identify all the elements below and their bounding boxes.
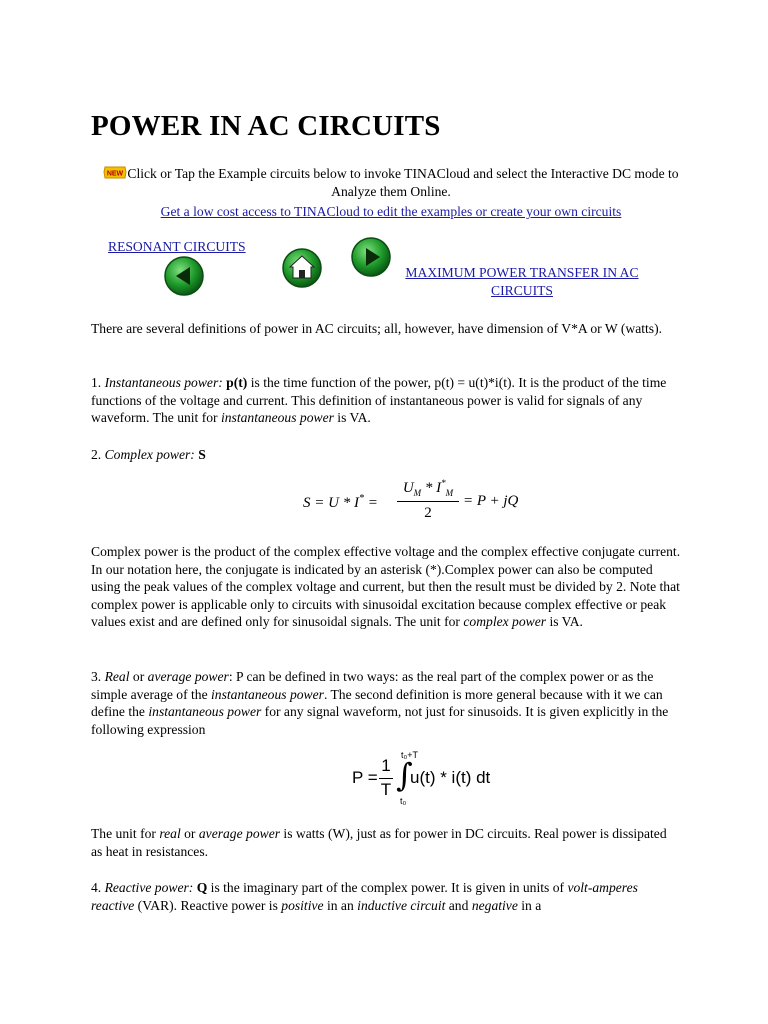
eq-numerator: $U_M * I^*_M$ — [402, 478, 454, 498]
symbol: S — [194, 447, 206, 462]
section-number: 3. — [91, 669, 105, 684]
section-number: 1. — [91, 375, 105, 390]
eq-denominator: 2 — [424, 505, 432, 521]
text: is the time function of the power, p(t) = u(t)*i(t). It is the product of the time functions of the voltage and current. This definition of instantaneous power is valid for signals of any waveform. The unit for — [91, 375, 667, 425]
term: volt-amperes reactive — [91, 880, 638, 913]
complex-power-paragraph — [91, 543, 681, 631]
text: is VA. — [333, 410, 371, 425]
text: (VAR). Reactive power is — [134, 897, 282, 913]
new-badge-text: NEW — [107, 170, 124, 178]
right-arrow-icon[interactable] — [350, 236, 392, 278]
integral-sign-icon: ∫ — [396, 756, 413, 794]
prev-page-label — [108, 238, 246, 256]
text: or — [129, 669, 148, 684]
eq-lhs: S = U * I* = — [303, 493, 378, 511]
eq-rhs: = P + jQ — [463, 493, 519, 509]
term: positive — [281, 897, 324, 913]
next-page-link[interactable]: MAXIMUM POWER TRANSFER IN AC CIRCUITS — [405, 265, 639, 298]
section-3 — [91, 668, 681, 738]
term: Instantaneous power: — [104, 375, 223, 390]
text: is watts (W), just as for power in DC circuits. Real power is dissipated as heat in resistances. — [91, 826, 667, 859]
tinacloud-access-link[interactable]: Get a low cost access to TINACloud to edit the examples or create your own circuits — [160, 204, 622, 219]
eq-fraction-bar — [397, 501, 459, 502]
term: average power — [198, 826, 281, 841]
eq2-integrand: u(t) * i(t) dt — [410, 768, 491, 787]
term: Reactive power: — [104, 880, 194, 895]
left-arrow-icon[interactable] — [163, 255, 205, 297]
new-badge-icon — [103, 166, 127, 179]
text: in a — [517, 897, 542, 913]
eq2-lower-limit: t₀ — [400, 796, 407, 806]
unit-paragraph — [91, 825, 681, 860]
eq2-frac-bar — [379, 778, 393, 779]
section-2 — [91, 446, 681, 464]
text: in an — [323, 897, 358, 913]
next-page-label — [392, 264, 652, 299]
section-1 — [91, 374, 681, 427]
term: instantaneous power — [148, 704, 262, 719]
section-number: 4. — [91, 880, 105, 895]
symbol: Q — [193, 880, 208, 895]
eq2-frac-num: 1 — [381, 756, 391, 775]
term: instantaneous power — [211, 686, 324, 702]
term: Complex power: — [104, 447, 195, 462]
notice — [91, 165, 691, 200]
text: and — [445, 897, 472, 913]
page-title: POWER IN AC CIRCUITS — [91, 110, 441, 142]
term: complex power — [463, 614, 547, 629]
term: negative — [471, 897, 518, 913]
text: is VA. — [546, 614, 583, 629]
cta — [91, 203, 691, 221]
intro-paragraph: There are several definitions of power in AC circuits; all, however, have dimension of V*A or W (watts). — [91, 321, 662, 336]
term: average power — [147, 669, 229, 684]
complex-power-equation — [303, 478, 523, 528]
term: real — [159, 826, 181, 841]
prev-page-link[interactable]: RESONANT CIRCUITS — [108, 239, 246, 254]
term: instantaneous power — [220, 410, 334, 425]
text: for any signal waveform, not just for sinusoids. It is given explicitly in the following expression — [91, 704, 669, 737]
term: inductive circuit — [357, 897, 446, 913]
text: . The second definition is more general because with it we can define the — [91, 686, 663, 719]
text: is the imaginary part of the complex power. It is given in units of — [207, 880, 568, 895]
average-power-equation — [352, 752, 502, 812]
eq2-lhs: P = — [352, 768, 378, 787]
text: The unit for — [91, 826, 160, 841]
text: : P can be defined in two ways: as the real part of the complex power or as the simple average of the — [91, 669, 654, 702]
text: Complex power is the product of the complex effective voltage and the complex effective conjugate current. In our notation here, the conjugate is indicated by an asterisk (*).Complex power can also be computed using the peak values of the complex voltage and current, but then the result must be divided by 2. Note that complex power is applicable only to circuits with sinusoidal excitation because complex effective or peak values exist and are defined only for sinusoidal signals. The unit for — [91, 544, 681, 629]
home-icon[interactable] — [281, 247, 323, 289]
section-number: 2. — [91, 447, 105, 462]
eq2-upper-limit: t₀+T — [401, 750, 418, 760]
eq2-frac-den: T — [380, 780, 392, 799]
text: or — [180, 826, 199, 841]
section-4 — [91, 879, 681, 914]
term: Real — [104, 669, 130, 684]
notice-text: Click or Tap the Example circuits below to invoke TINACloud and select the Interactive DC mode to Analyze them Online. — [127, 166, 679, 199]
symbol: p(t) — [222, 375, 248, 390]
